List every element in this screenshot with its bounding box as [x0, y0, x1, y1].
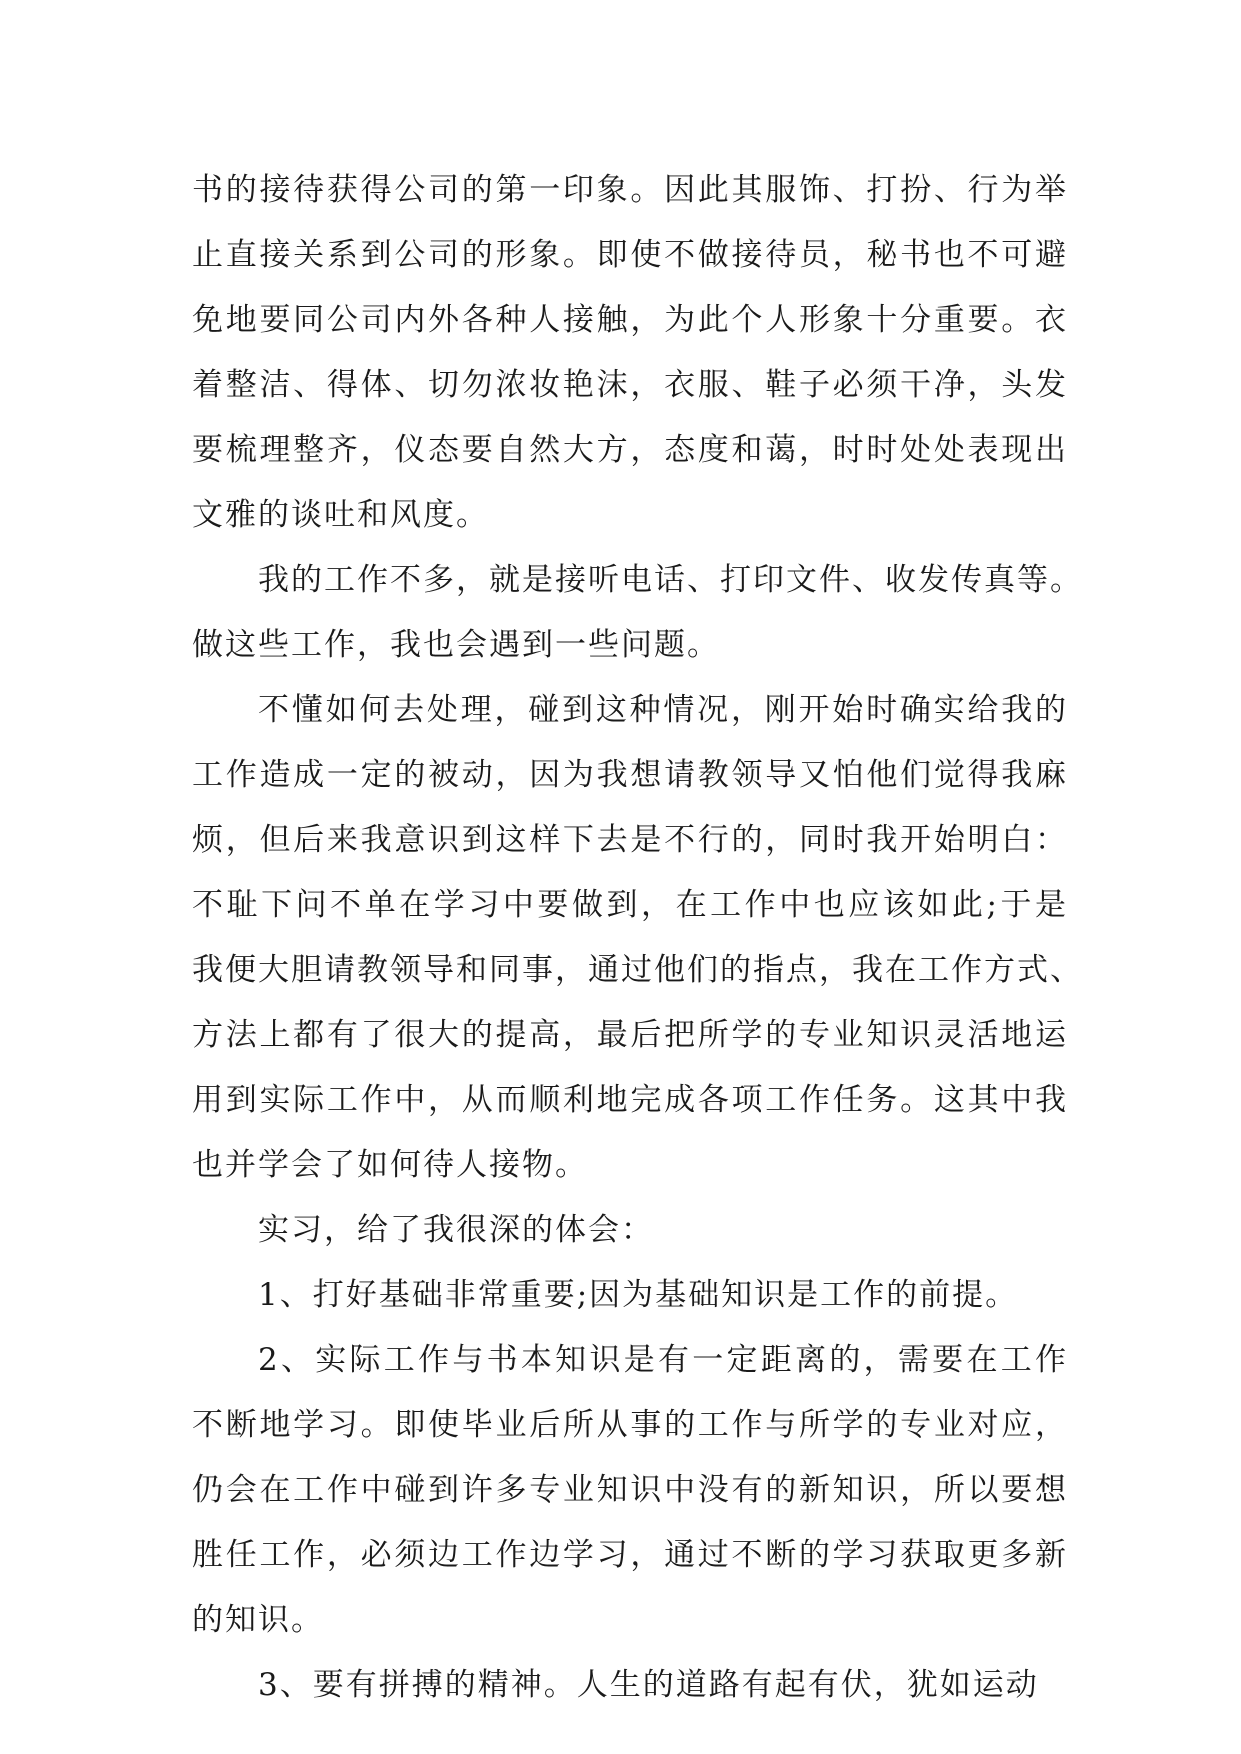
- text-line: 要梳理整齐，仪态要自然大方，态度和蔼，时时处处表现出: [192, 432, 1068, 468]
- text-line: 也并学会了如何待人接物。: [192, 1147, 588, 1183]
- text-line: 我便大胆请教领导和同事，通过他们的指点，我在工作方式、: [192, 952, 1083, 988]
- text-line: 书的接待获得公司的第一印象。因此其服饰、打扮、行为举: [192, 172, 1068, 208]
- text-line: 实习，给了我很深的体会：: [258, 1212, 654, 1248]
- text-line: 免地要同公司内外各种人接触，为此个人形象十分重要。衣: [192, 302, 1068, 338]
- text-line: 工作造成一定的被动，因为我想请教领导又怕他们觉得我麻: [192, 757, 1068, 793]
- text-line: 着整洁、得体、切勿浓妆艳沫，衣服、鞋子必须干净，头发: [192, 367, 1068, 403]
- text-line: 烦，但后来我意识到这样下去是不行的，同时我开始明白：: [192, 822, 1068, 858]
- paragraph: [192, 158, 1068, 548]
- paragraph: [192, 548, 1083, 678]
- paragraph: [192, 1198, 1068, 1263]
- text-line: 胜任工作，必须边工作边学习，通过不断的学习获取更多新: [192, 1537, 1068, 1573]
- document-body: [192, 158, 1083, 1718]
- paragraph: [192, 678, 1083, 1198]
- text-line: 1、打好基础非常重要;因为基础知识是工作的前提。: [258, 1277, 1019, 1313]
- text-line: 止直接关系到公司的形象。即使不做接待员，秘书也不可避: [192, 237, 1068, 273]
- text-line: 不断地学习。即使毕业后所从事的工作与所学的专业对应，: [192, 1407, 1068, 1443]
- text-line: 做这些工作，我也会遇到一些问题。: [192, 627, 720, 663]
- text-line: 不耻下问不单在学习中要做到，在工作中也应该如此;于是: [192, 887, 1068, 923]
- text-line: 2、实际工作与书本知识是有一定距离的，需要在工作: [258, 1342, 1068, 1378]
- text-line: 用到实际工作中，从而顺利地完成各项工作任务。这其中我: [192, 1082, 1068, 1118]
- text-line: 方法上都有了很大的提高，最后把所学的专业知识灵活地运: [192, 1017, 1068, 1053]
- text-line: 我的工作不多，就是接听电话、打印文件、收发传真等。: [258, 562, 1083, 598]
- text-line: 3、要有拼搏的精神。人生的道路有起有伏，犹如运动: [258, 1667, 1039, 1703]
- paragraph: [192, 1263, 1068, 1328]
- text-line: 仍会在工作中碰到许多专业知识中没有的新知识，所以要想: [192, 1472, 1068, 1508]
- text-line: 的知识。: [192, 1602, 324, 1638]
- paragraph: [192, 1328, 1068, 1653]
- paragraph: [192, 1653, 1068, 1718]
- text-line: 文雅的谈吐和风度。: [192, 497, 489, 533]
- text-line: 不懂如何去处理，碰到这种情况，刚开始时确实给我的: [258, 692, 1068, 728]
